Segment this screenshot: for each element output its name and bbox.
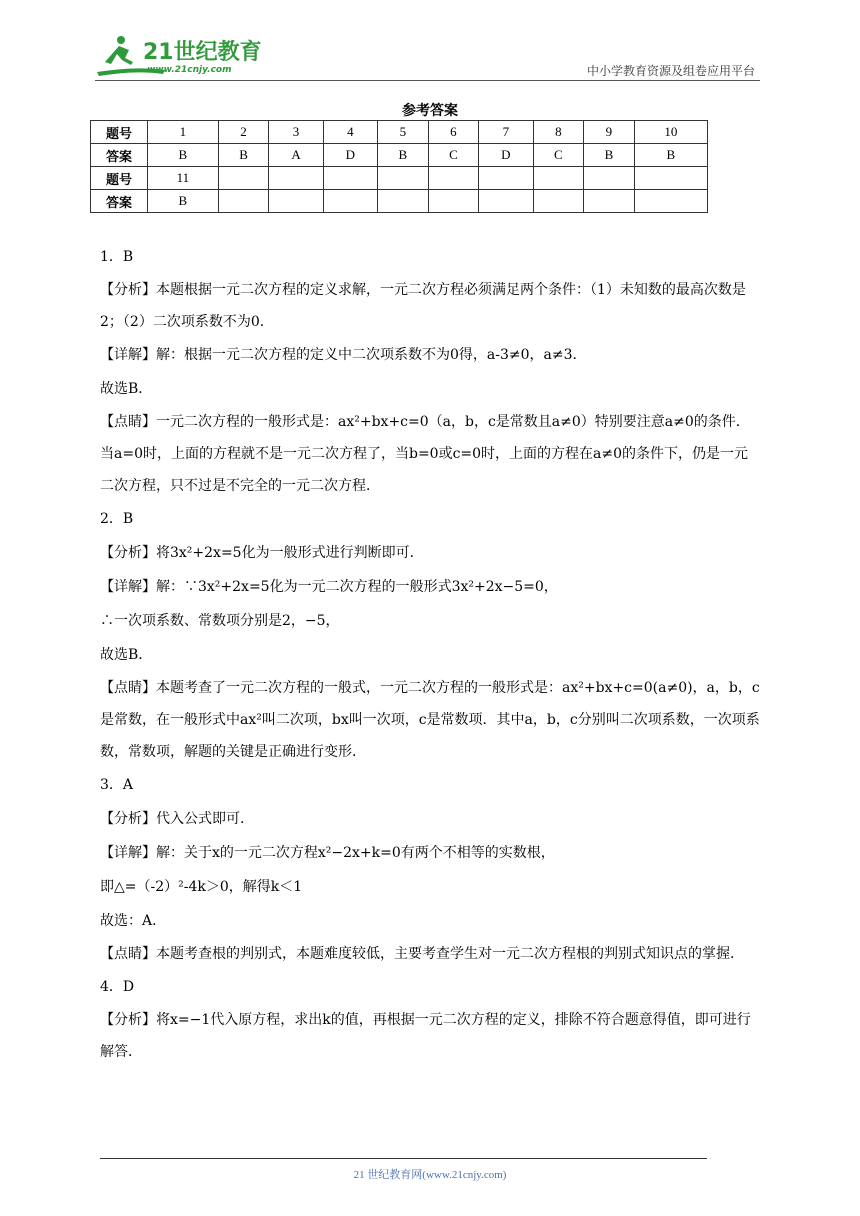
- answer-row: [91, 144, 708, 167]
- q1-analysis: 【分析】本题根据一元二次方程的定义求解，一元二次方程必须满足两个条件：（1）未知数的最高次数是2；（2）二次项系数不为0．: [100, 282, 746, 330]
- answer-cell: 5: [378, 121, 429, 144]
- logo-url: www.21cnjy.com: [147, 65, 232, 75]
- answer-cell: [218, 167, 269, 190]
- answer-cell: [218, 190, 269, 213]
- q2-therefore: ∴一次项系数、常数项分别是2，−5，: [100, 613, 340, 629]
- q3-delta: 即△=（-2）²-4k＞0，解得k＜1: [100, 879, 303, 895]
- answer-cell: 7: [479, 121, 533, 144]
- answer-cell: B: [634, 144, 707, 167]
- row-label: 题号: [91, 121, 148, 144]
- q2-detail: 【详解】解：∵3x²+2x=5化为一元二次方程的一般形式3x²+2x−5=0，: [100, 579, 558, 595]
- answer-cell: 11: [148, 167, 219, 190]
- answer-cell: 10: [634, 121, 707, 144]
- answer-row: [91, 121, 708, 144]
- answer-cell: C: [428, 144, 479, 167]
- answer-cell: [378, 190, 429, 213]
- answer-cell: [634, 167, 707, 190]
- answer-cell: [533, 167, 584, 190]
- answer-cell: [428, 190, 479, 213]
- answer-cell: B: [218, 144, 269, 167]
- answer-row: [91, 190, 708, 213]
- answer-cell: [533, 190, 584, 213]
- answer-cell: B: [148, 190, 219, 213]
- answer-cell: 6: [428, 121, 479, 144]
- answer-cell: [323, 190, 377, 213]
- answer-key-title: 参考答案: [402, 103, 458, 119]
- answer-cell: 1: [148, 121, 219, 144]
- answer-cell: [584, 190, 635, 213]
- answer-cell: [269, 167, 323, 190]
- row-label: 答案: [91, 144, 148, 167]
- answer-cell: 8: [533, 121, 584, 144]
- answer-cell: [634, 190, 707, 213]
- answer-cell: [378, 167, 429, 190]
- answer-cell: B: [584, 144, 635, 167]
- q1-number: 1．B: [100, 249, 134, 265]
- q3-number: 3．A: [100, 777, 134, 793]
- answer-cell: A: [269, 144, 323, 167]
- q2-number: 2．B: [100, 511, 134, 527]
- answer-cell: C: [533, 144, 584, 167]
- platform-name: 中小学教育资源及组卷应用平台: [586, 64, 755, 78]
- answer-cell: [479, 167, 533, 190]
- answer-cell: B: [148, 144, 219, 167]
- footer-text: 21 世纪教育网(www.21cnjy.com): [353, 1169, 507, 1181]
- answer-cell: B: [378, 144, 429, 167]
- logo-text: 21世纪教育: [143, 40, 262, 65]
- page-header: [95, 32, 760, 82]
- q4-analysis: 【分析】将x=−1代入原方程，求出k的值，再根据一元二次方程的定义，排除不符合题意得值，即可进行解答．: [100, 1012, 751, 1060]
- answer-cell: 2: [218, 121, 269, 144]
- answer-cell: [584, 167, 635, 190]
- q3-analysis: 【分析】代入公式即可．: [100, 811, 254, 827]
- q3-detail: 【详解】解：关于x的一元二次方程x²−2x+k=0有两个不相等的实数根，: [100, 845, 555, 861]
- answer-cell: 9: [584, 121, 635, 144]
- solutions: [100, 240, 760, 1068]
- q1-choose: 故选B．: [100, 381, 153, 397]
- answer-cell: [428, 167, 479, 190]
- q2-choose: 故选B．: [100, 647, 153, 663]
- q2-analysis: 【分析】将3x²+2x=5化为一般形式进行判断即可．: [100, 545, 424, 561]
- q3-choose: 故选：A．: [100, 913, 167, 929]
- row-label: 答案: [91, 190, 148, 213]
- answer-cell: 4: [323, 121, 377, 144]
- answer-cell: 3: [269, 121, 323, 144]
- header-divider: [95, 80, 760, 81]
- answer-cell: [269, 190, 323, 213]
- answer-cell: [479, 190, 533, 213]
- answer-cell: D: [323, 144, 377, 167]
- q2-remark: 【点睛】本题考查了一元二次方程的一般式，一元二次方程的一般形式是：ax²+bx+c=0(a≠0)，a，b，c是常数，在一般形式中ax²叫二次项，bx叫一次项，c是常数项．其中a，b，c分别叫二次项系数，一次项系数，常数项，解题的关键是正确进行变形．: [100, 680, 760, 760]
- footer-divider: [100, 1158, 707, 1159]
- q1-remark: 【点睛】一元二次方程的一般形式是：ax²+bx+c=0（a，b，c是常数且a≠0）特别要注意a≠0的条件．当a=0时，上面的方程就不是一元二次方程了，当b=0或c=0时，上面的方程在a≠0的条件下，仍是一元二次方程，只不过是不完全的一元二次方程．: [100, 414, 750, 494]
- answer-row: [91, 167, 708, 190]
- answer-key-table: [90, 120, 708, 213]
- q3-remark: 【点睛】本题考查根的判别式，本题难度较低，主要考查学生对一元二次方程根的判别式知识点的掌握．: [100, 946, 744, 962]
- site-logo: [95, 32, 265, 78]
- q4-number: 4．D: [100, 979, 135, 995]
- row-label: 题号: [91, 167, 148, 190]
- answer-cell: D: [479, 144, 533, 167]
- answer-cell: [323, 167, 377, 190]
- q1-detail: 【详解】解：根据一元二次方程的定义中二次项系数不为0得，a-3≠0，a≠3．: [100, 347, 587, 363]
